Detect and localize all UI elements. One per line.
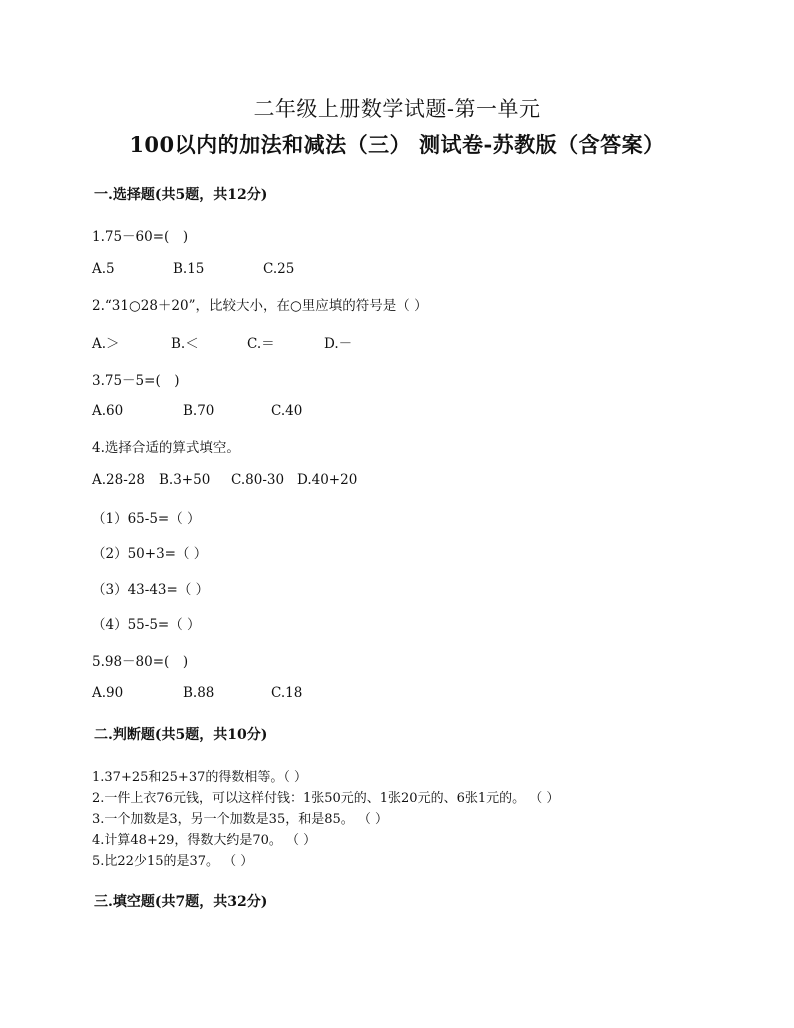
option-a: A.28-28	[92, 472, 145, 488]
question-5: 5.98－80=( )	[92, 654, 189, 670]
question-4-options	[0, 472, 794, 492]
question-5-options	[0, 685, 794, 705]
option-b: B.＜	[171, 336, 199, 352]
true-false-item-4: 4.计算48+29，得数大约是70。 （ ）	[92, 833, 317, 848]
true-false-item-2: 2.一件上衣76元钱，可以这样付钱：1张50元的、1张20元的、6张1元的。 （ ）	[92, 791, 560, 806]
option-d: D.－	[324, 336, 353, 352]
question-4-sub-4: （4）55-5=（ ）	[92, 617, 201, 633]
question-4-sub-1: （1）65-5=（ ）	[92, 511, 201, 527]
option-a: A.90	[92, 685, 124, 701]
question-4: 4.选择合适的算式填空。	[92, 440, 240, 456]
section-3-heading: 三.填空题(共7题，共32分)	[94, 894, 268, 910]
title-line-1: 二年级上册数学试题-第一单元	[253, 97, 541, 121]
option-a: A.5	[92, 261, 115, 277]
question-4-sub-2: （2）50+3=（ ）	[92, 546, 208, 562]
true-false-item-3: 3.一个加数是3，另一个加数是35，和是85。 （ ）	[92, 812, 389, 827]
section-2-heading: 二.判断题(共5题，共10分)	[94, 727, 268, 743]
question-1-options	[0, 261, 794, 281]
title-line-2: 100以内的加法和减法（三） 测试卷-苏教版（含答案）	[129, 132, 665, 157]
option-c: C.＝	[247, 336, 275, 352]
section-1-heading: 一.选择题(共5题，共12分)	[94, 187, 268, 203]
option-b: B.88	[183, 685, 215, 701]
option-c: C.18	[271, 685, 303, 701]
option-c: C.40	[271, 403, 303, 419]
question-2: 2.“31○28＋20”，比较大小，在○里应填的符号是（ ）	[92, 298, 428, 314]
question-2-options	[0, 332, 794, 352]
option-a: A.60	[92, 403, 124, 419]
option-b: B.3+50	[159, 472, 211, 488]
question-1: 1.75－60=( )	[92, 229, 189, 245]
true-false-item-5: 5.比22少15的是37。 （ ）	[92, 854, 254, 869]
option-c: C.80-30	[231, 472, 285, 488]
option-d: D.40+20	[297, 472, 358, 488]
option-c: C.25	[263, 261, 295, 277]
question-4-sub-3: （3）43-43=（ ）	[92, 582, 210, 598]
true-false-item-1: 1.37+25和25+37的得数相等。（ ）	[92, 770, 307, 785]
question-3: 3.75－5=( )	[92, 373, 180, 389]
option-b: B.70	[183, 403, 215, 419]
question-3-options	[0, 403, 794, 423]
option-b: B.15	[173, 261, 205, 277]
option-a: A.＞	[92, 336, 120, 352]
